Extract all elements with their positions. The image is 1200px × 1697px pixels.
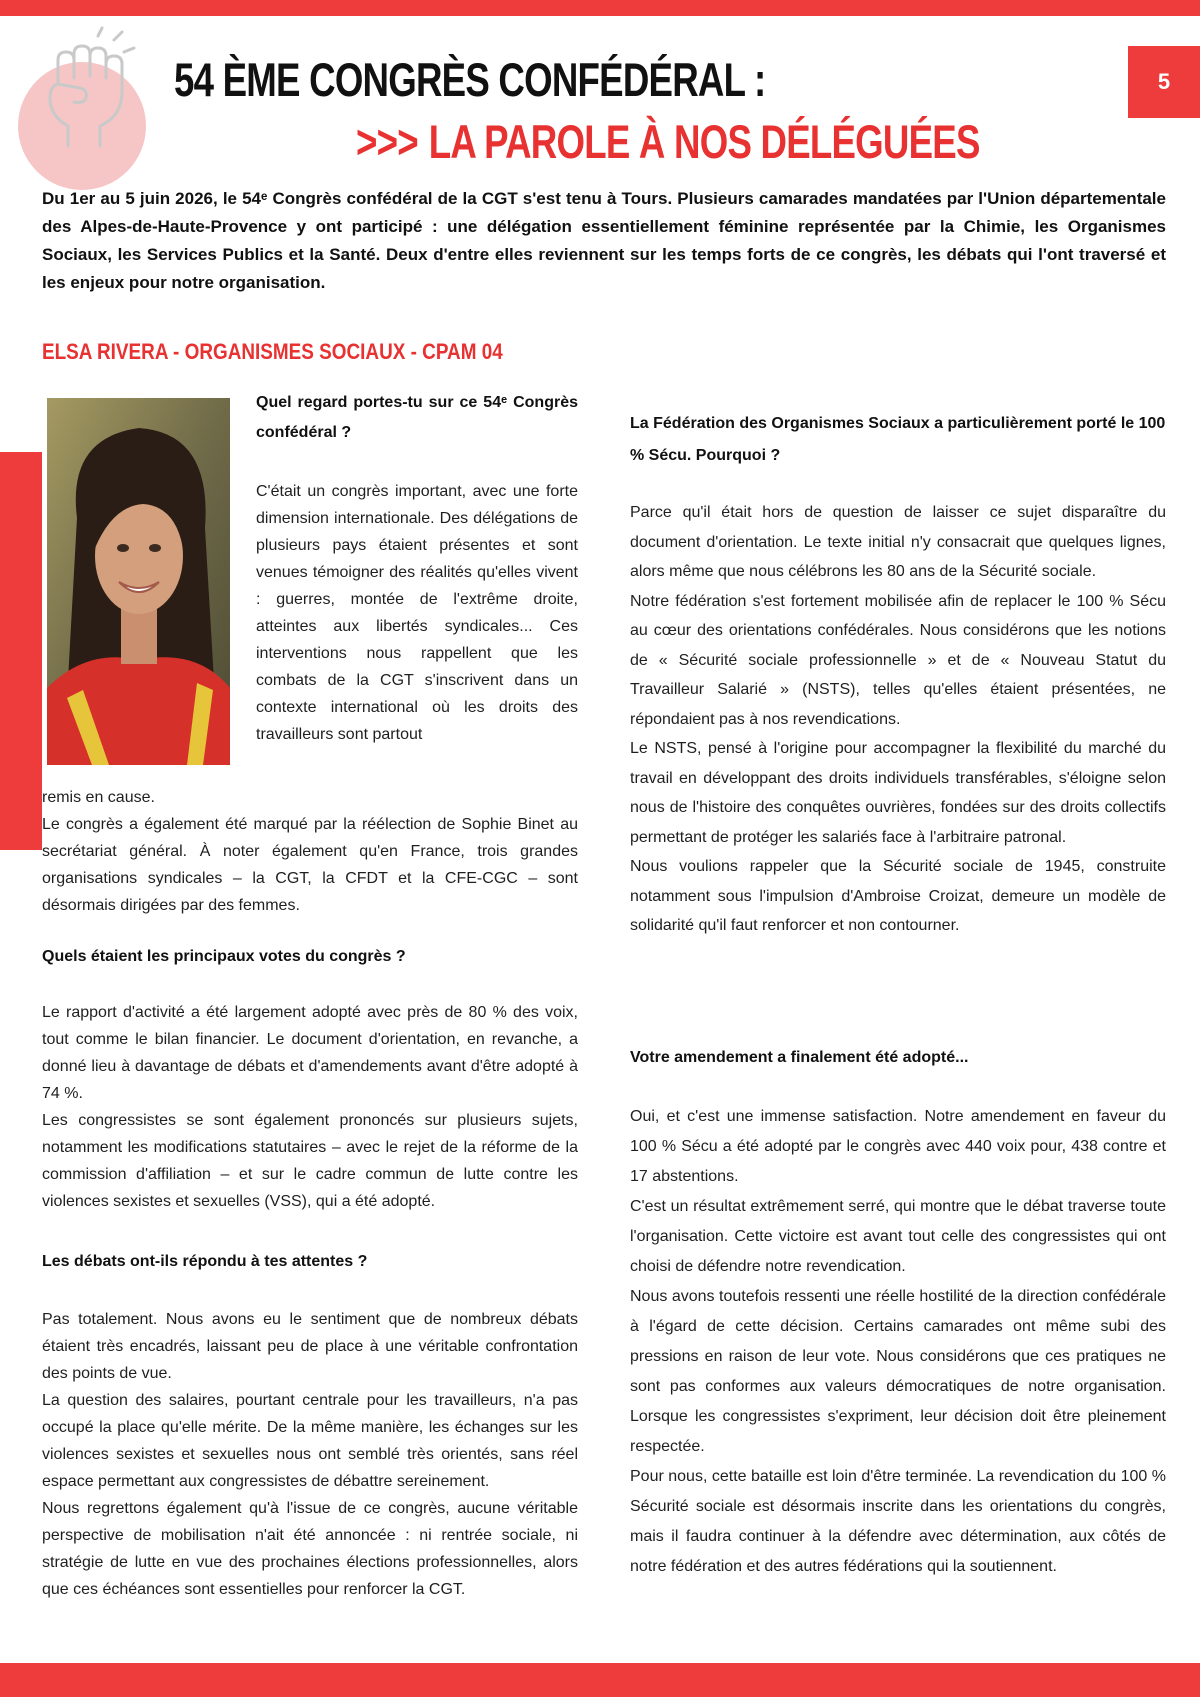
question-debates-expectations — [42, 1248, 578, 1275]
answer-paragraph: Notre fédération s'est fortement mobilisée afin de replacer le 100 % Sécu au cœur des orientations confédérales. Nous considérons que les notions de « Sécurité sociale professionnelle » et de « Nouveau Statut du Travailleur Salarié » (NSTS), telles qu'elles étaient présentées, ne répondaient pas à nos revendications. — [630, 592, 1166, 728]
bottom-accent-bar — [0, 1663, 1200, 1697]
answer-paragraph: remis en cause. — [42, 789, 155, 806]
question-amendment-adopted — [630, 1043, 1166, 1073]
answer-congress-view — [256, 478, 578, 748]
answer-paragraph: Pas totalement. Nous avons eu le sentiment que de nombreux débats étaient très encadrés, laissant peu de place à une véritable confrontation des points de vue. — [42, 1311, 578, 1382]
question-text: Quels étaient les principaux votes du congrès ? — [42, 948, 406, 965]
question-text: La Fédération des Organismes Sociaux a particulièrement porté le 100 % Sécu. Pourquoi ? — [630, 415, 1166, 464]
question-congress-view — [256, 388, 578, 448]
answer-federation-secu — [630, 498, 1166, 941]
raised-fist-icon — [28, 26, 140, 148]
question-text: Les débats ont-ils répondu à tes attentes ? — [42, 1253, 368, 1270]
page-title: 54 ÈME CONGRÈS CONFÉDÉRAL : — [174, 53, 766, 106]
speaker-photo — [47, 398, 230, 765]
left-accent-strip — [0, 452, 42, 850]
question-text: Votre amendement a finalement été adopté... — [630, 1049, 969, 1066]
answer-main-votes — [42, 999, 578, 1215]
answer-paragraph: Parce qu'il était hors de question de laisser ce sujet disparaître du document d'orientation. Le texte initial n'y consacrait que quelques lignes, alors même que nous célébrons les 80 ans de la Sécurité sociale. — [630, 504, 1166, 580]
answer-congress-view-continued — [42, 784, 578, 919]
answer-debates-expectations — [42, 1306, 578, 1603]
page-subtitle-text: LA PAROLE À NOS DÉLÉGUÉES — [428, 115, 980, 168]
intro-paragraph: Du 1er au 5 juin 2026, le 54ᵉ Congrès confédéral de la CGT s'est tenu à Tours. Plusieurs camarades mandatées par l'Union départementale des Alpes-de-Haute-Provence y ont participé : une délégation essentiellement féminine représentée par la Chimie, les Organismes Sociaux, les Services Publics et la Santé. Deux d'entre elles reviennent sur les temps forts de ce congrès, les débats qui l'ont traversé et les enjeux pour notre organisation. — [42, 189, 1166, 292]
answer-paragraph: Nous voulions rappeler que la Sécurité sociale de 1945, construite notamment sous l'impulsion d'Ambroise Croizat, demeure un modèle de solidarité qu'il faut renforcer et non contourner. — [630, 858, 1166, 934]
question-main-votes — [42, 943, 578, 970]
answer-amendment-adopted — [630, 1102, 1166, 1582]
answer-paragraph: Nous regrettons également qu'à l'issue de ce congrès, aucune véritable perspective de mobilisation n'ait été annoncée : ni rentrée sociale, ni stratégie de lutte en vue des prochaines élections professionnelles, alors que ces échéances sont essentielles pour renforcer la CGT. — [42, 1500, 578, 1598]
speaker-name: ELSA RIVERA - ORGANISMES SOCIAUX - CPAM 04 — [42, 339, 503, 364]
answer-paragraph: La question des salaires, pourtant centrale pour les travailleurs, n'a pas occupé la place qu'elle mérite. De la même manière, les échanges sur les violences sexistes et sexuelles nous ont semblé très orientés, sans réel espace permettant aux congressistes de débattre sereinement. — [42, 1392, 578, 1490]
answer-paragraph: Le rapport d'activité a été largement adopté avec près de 80 % des voix, tout comme le bilan financier. Le document d'orientation, en revanche, a donné lieu à davantage de débats et d'amendements avant d'être adopté à 74 %. — [42, 1004, 578, 1102]
page-subtitle — [356, 112, 980, 172]
answer-paragraph: Le NSTS, pensé à l'origine pour accompagner la flexibilité du marché du travail en développant des droits individuels transférables, s'éloigne selon nous de l'histoire des conquêtes ouvrières, fondées sur des droits collectifs permettant de protéger les salariés face à l'arbitraire patronal. — [630, 740, 1166, 846]
triple-chevron-icon: >>> — [356, 115, 418, 168]
page-number-badge: 5 — [1128, 46, 1200, 118]
question-text: Quel regard portes-tu sur ce 54ᵉ Congrès confédéral ? — [256, 394, 578, 441]
answer-paragraph: Les congressistes se sont également prononcés sur plusieurs sujets, notamment les modifications statutaires – avec le rejet de la réforme de la commission d'affiliation – et sur le cadre commun de lutte contre les violences sexistes et sexuelles (VSS), qui a été adopté. — [42, 1112, 578, 1210]
answer-paragraph: C'était un congrès important, avec une forte dimension internationale. Des délégations de plusieurs pays étaient présentes et sont venues témoigner des réalités qu'elles vivent : guerres, montée de l'extrême droite, atteintes aux libertés syndicales... Ces interventions nous rappellent que les combats de la CGT s'inscrivent dans un contexte international où les droits des travailleurs sont partout — [256, 483, 578, 743]
answer-paragraph: Pour nous, cette bataille est loin d'être terminée. La revendication du 100 % Sécurité sociale est désormais inscrite dans les orientations du congrès, mais il faudra continuer à la défendre avec détermination, aux côtés de notre fédération et des autres fédérations qui la soutiennent. — [630, 1468, 1166, 1575]
question-federation-secu — [630, 408, 1166, 472]
answer-paragraph: C'est un résultat extrêmement serré, qui montre que le débat traverse toute l'organisation. Cette victoire est avant tout celle des congressistes qui ont choisi de défendre notre revendication. — [630, 1198, 1166, 1275]
answer-paragraph: Nous avons toutefois ressenti une réelle hostilité de la direction confédérale à l'égard de cette décision. Certains camarades ont même subi des pressions en raison de leur vote. Nous considérons que ces pratiques ne sont pas conformes aux valeurs démocratiques de notre organisation. Lorsque les congressistes s'expriment, leur décision doit être pleinement respectée. — [630, 1288, 1166, 1455]
top-accent-bar — [0, 0, 1200, 16]
answer-paragraph: Le congrès a également été marqué par la réélection de Sophie Binet au secrétariat général. À noter également qu'en France, trois grandes organisations syndicales – la CGT, la CFDT et la CFE-CGC – sont désormais dirigées par des femmes. — [42, 816, 578, 914]
answer-paragraph: Oui, et c'est une immense satisfaction. Notre amendement en faveur du 100 % Sécu a été adopté par le congrès avec 440 voix pour, 438 contre et 17 abstentions. — [630, 1108, 1166, 1185]
